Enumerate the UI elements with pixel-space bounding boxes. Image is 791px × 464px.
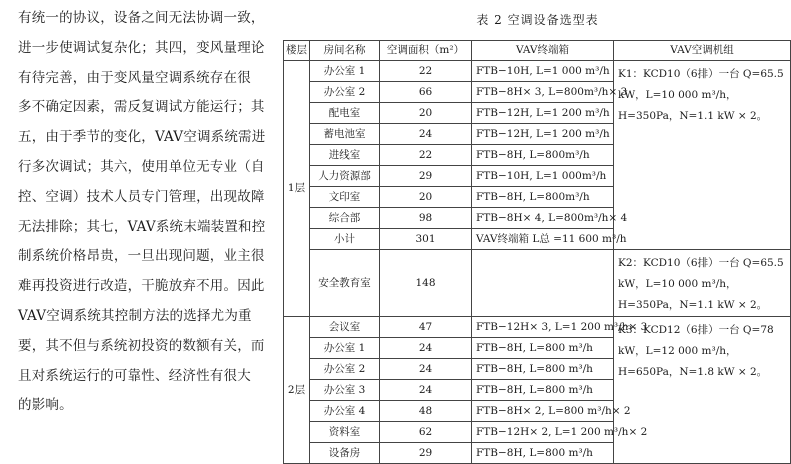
vav-box-cell: FTB−10H, L=1 000 m³/h	[472, 61, 614, 82]
table-row	[284, 317, 791, 338]
room-cell: 小计	[310, 229, 380, 250]
table-header-row	[284, 41, 791, 61]
vav-box-cell: FTB−12H× 3, L=1 200 m³/h× 3	[472, 317, 614, 338]
room-cell: 设备房	[310, 443, 380, 464]
text-line: 有统一的协议，设备之间无法协调一致，	[18, 10, 265, 26]
area-cell: 22	[380, 61, 472, 82]
header-area: 空调面积（m²）	[380, 41, 472, 61]
vav-box-cell: FTB−8H, L=800m³/h	[472, 187, 614, 208]
room-cell: 办公室 4	[310, 401, 380, 422]
vav-box-cell: FTB−8H× 2, L=800 m³/h× 2	[472, 401, 614, 422]
area-cell: 301	[380, 229, 472, 250]
area-cell: 24	[380, 124, 472, 145]
room-cell: 办公室 2	[310, 359, 380, 380]
body-text-column	[18, 4, 276, 421]
text-line: 多不确定因素，需反复调试方能运行；其	[18, 99, 265, 116]
vav-unit-cell: K2：KCD10（6排）一台 Q=65.5 kW，L=10 000 m³/h，H=350Pa，N=1.1 kW × 2。	[614, 250, 791, 317]
vav-box-cell: FTB−12H× 2, L=1 200 m³/h× 2	[472, 422, 614, 443]
vav-box-cell: VAV终端箱 L总 =11 600 m³/h	[472, 229, 614, 250]
floor-cell: 1层	[284, 61, 310, 317]
vav-box-cell: FTB−10H, L=1 000m³/h	[472, 166, 614, 187]
text-line: 要，其不但与系统初投资的数额有关，而	[18, 337, 265, 354]
room-cell: 人力资源部	[310, 166, 380, 187]
vav-unit-cell: K3：KCD12（6排）一台 Q=78 kW，L=12 000 m³/h，H=650Pa，N=1.8 kW × 2。	[614, 317, 791, 464]
room-cell: 配电室	[310, 103, 380, 124]
room-cell: 综合部	[310, 208, 380, 229]
table-row	[284, 61, 791, 82]
vav-box-cell: FTB−8H, L=800 m³/h	[472, 359, 614, 380]
area-cell: 20	[380, 187, 472, 208]
area-cell: 24	[380, 380, 472, 401]
area-cell: 29	[380, 443, 472, 464]
room-cell: 办公室 3	[310, 380, 380, 401]
area-cell: 24	[380, 338, 472, 359]
area-cell: 98	[380, 208, 472, 229]
vav-box-cell: FTB−8H, L=800m³/h	[472, 145, 614, 166]
vav-box-cell: FTB−12H, L=1 200 m³/h	[472, 124, 614, 145]
equipment-selection-table	[283, 40, 791, 464]
area-cell: 62	[380, 422, 472, 443]
vav-unit-cell: K1：KCD10（6排）一台 Q=65.5 kW，L=10 000 m³/h，H=350Pa，N=1.1 kW × 2。	[614, 61, 791, 250]
area-cell: 48	[380, 401, 472, 422]
room-cell: 进线室	[310, 145, 380, 166]
text-line: 难再投资进行改造，干脆放弃不用。因此	[18, 278, 265, 295]
vav-box-cell: FTB−12H, L=1 200 m³/h	[472, 103, 614, 124]
area-cell: 29	[380, 166, 472, 187]
area-cell: 47	[380, 317, 472, 338]
text-line: 行多次调试；其六，使用单位无专业（自	[18, 158, 265, 175]
vav-box-cell: FTB−8H× 3, L=800m³/h× 3	[472, 82, 614, 103]
vav-box-cell	[472, 250, 614, 317]
header-room: 房间名称	[310, 41, 380, 61]
table-row	[284, 250, 791, 317]
room-cell: 资料室	[310, 422, 380, 443]
room-cell: 蓄电池室	[310, 124, 380, 145]
room-cell: 办公室 1	[310, 338, 380, 359]
room-cell: 文印室	[310, 187, 380, 208]
text-line: VAV空调系统其控制方法的选择尤为重	[18, 307, 252, 324]
vav-box-cell: FTB−8H, L=800 m³/h	[472, 443, 614, 464]
text-line: 五，由于季节的变化，VAV空调系统需进	[18, 129, 266, 146]
table-caption: 表 2 空调设备选型表	[476, 13, 599, 27]
text-line: 的影响。	[18, 397, 73, 414]
text-line: 有待完善，由于变风量空调系统存在很	[18, 69, 251, 86]
room-cell: 办公室 2	[310, 82, 380, 103]
header-vav-box: VAV终端箱	[472, 41, 614, 61]
text-line: 且对系统运行的可靠性、经济性有很大	[18, 367, 251, 384]
room-cell: 办公室 1	[310, 61, 380, 82]
area-cell: 24	[380, 359, 472, 380]
text-line: 无法排除；其七，VAV系统末端装置和控	[18, 218, 266, 235]
area-cell: 66	[380, 82, 472, 103]
text-line: 进一步使调试复杂化；其四，变风量理论	[18, 39, 265, 56]
vav-box-cell: FTB−8H× 4, L=800m³/h× 4	[472, 208, 614, 229]
text-line: 制系统价格昂贵，一旦出现问题，业主很	[18, 248, 265, 265]
vav-box-cell: FTB−8H, L=800 m³/h	[472, 338, 614, 359]
text-line: 控、空调）技术人员专门管理，出现故障	[18, 188, 265, 205]
room-cell: 安全教育室	[310, 250, 380, 317]
room-cell: 会议室	[310, 317, 380, 338]
area-cell: 20	[380, 103, 472, 124]
header-vav-unit: VAV空调机组	[614, 41, 791, 61]
floor-cell: 2层	[284, 317, 310, 464]
area-cell: 22	[380, 145, 472, 166]
area-cell: 148	[380, 250, 472, 317]
vav-box-cell: FTB−8H, L=800 m³/h	[472, 380, 614, 401]
header-floor: 楼层	[284, 41, 310, 61]
